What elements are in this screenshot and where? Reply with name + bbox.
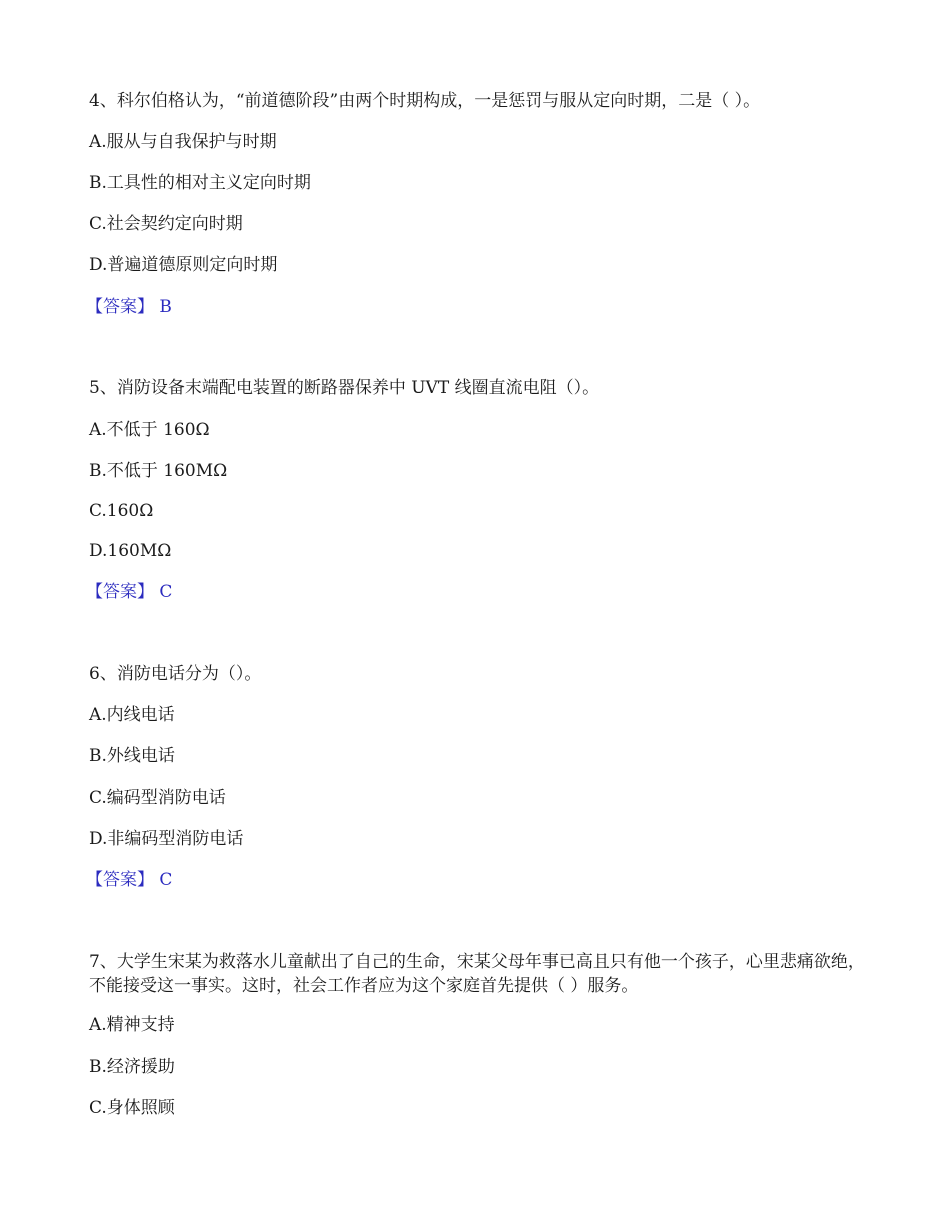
question-7-option-b: B.经济援助: [89, 1057, 175, 1077]
question-7-option-c: C.身体照顾: [89, 1098, 175, 1118]
question-6-answer: 【答案】 C: [86, 870, 173, 890]
question-4-option-b: B.工具性的相对主义定向时期: [89, 173, 311, 193]
question-4-option-a: A.服从与自我保护与时期: [89, 132, 277, 152]
question-5-stem: 5、消防设备末端配电装置的断路器保养中 UVT 线圈直流电阻（）。: [89, 378, 600, 398]
question-4-option-c: C.社会契约定向时期: [89, 214, 243, 234]
question-5-option-b: B.不低于 160MΩ: [89, 461, 228, 481]
question-6-stem: 6、消防电话分为（）。: [89, 664, 262, 684]
question-7-stem: 7、大学生宋某为救落水儿童献出了自己的生命，宋某父母年事已高且只有他一个孩子，心里悲痛欲绝，不能接受这一事实。这时，社会工作者应为这个家庭首先提供（ ）服务。: [89, 952, 865, 996]
question-6-option-a: A.内线电话: [89, 705, 175, 725]
question-5-answer: 【答案】 C: [86, 582, 173, 602]
question-4-stem: 4、科尔伯格认为，“前道德阶段”由两个时期构成，一是惩罚与服从定向时期，二是（ ）。: [89, 91, 761, 111]
question-5-option-c: C.160Ω: [89, 501, 154, 521]
question-4-option-d: D.普遍道德原则定向时期: [89, 255, 278, 275]
question-6-option-b: B.外线电话: [89, 746, 175, 766]
question-7-option-a: A.精神支持: [89, 1015, 175, 1035]
question-5-option-d: D.160MΩ: [89, 541, 172, 561]
question-6-option-c: C.编码型消防电话: [89, 788, 226, 808]
question-5-option-a: A.不低于 160Ω: [89, 420, 210, 440]
question-6-option-d: D.非编码型消防电话: [89, 829, 244, 849]
question-4-answer: 【答案】 B: [86, 297, 172, 317]
